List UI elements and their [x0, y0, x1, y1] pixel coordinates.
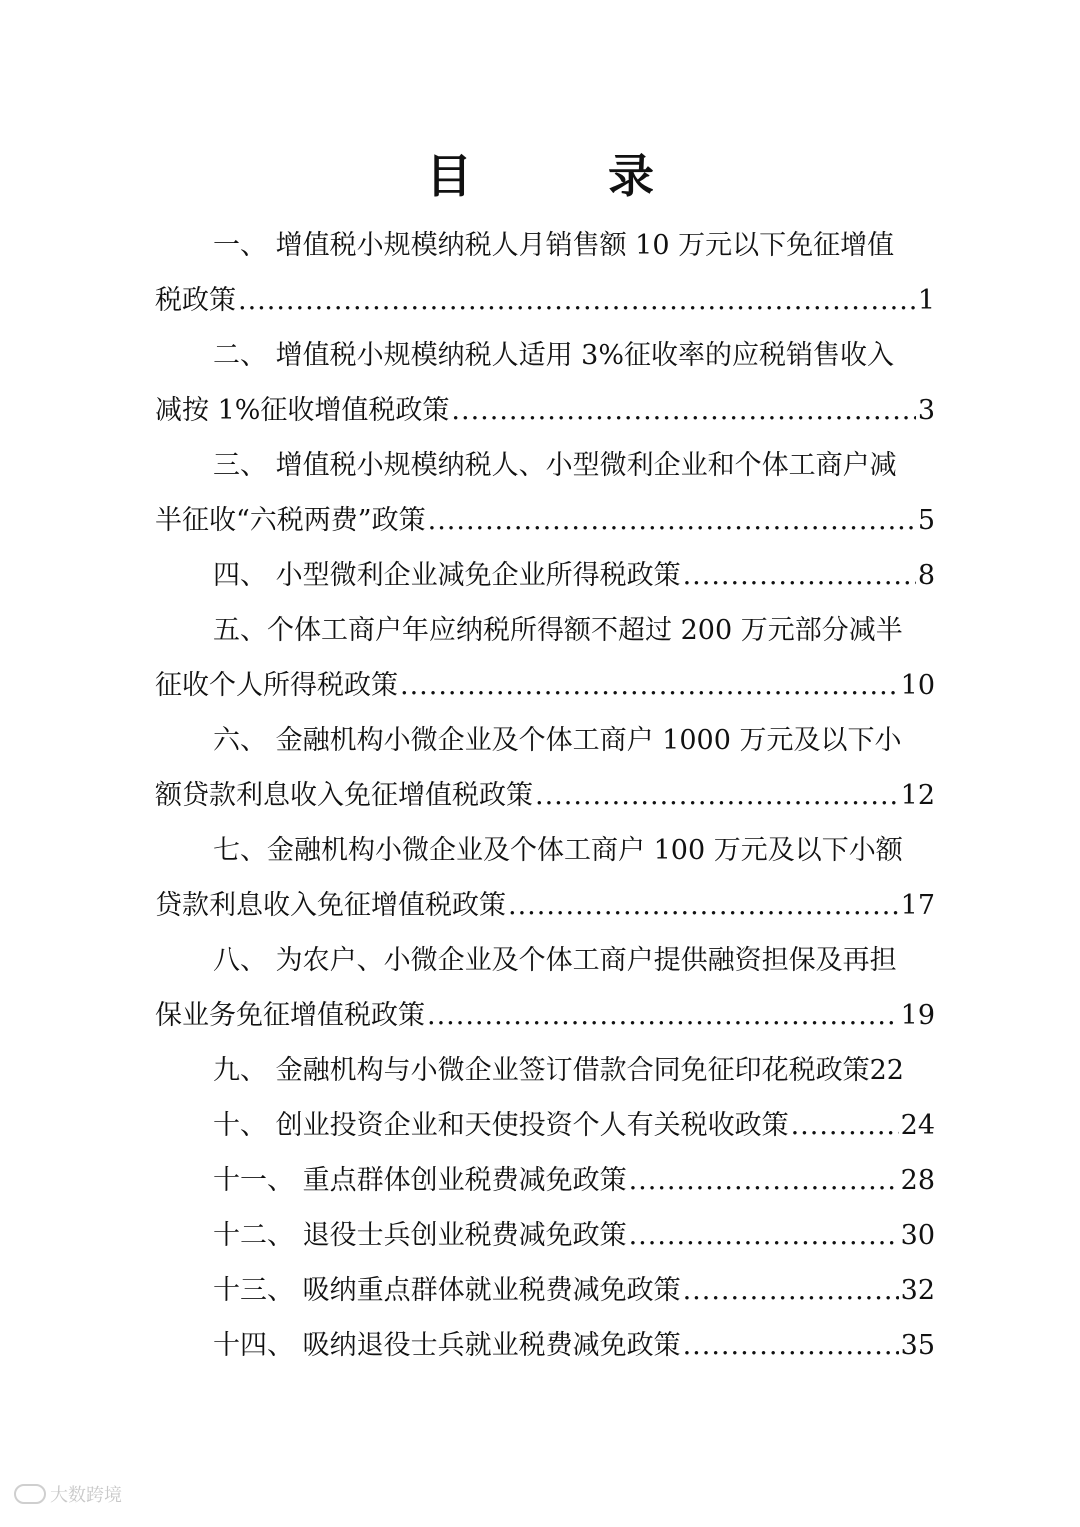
toc-entry-text-cont: 贷款利息收入免征增值税政策: [155, 890, 506, 921]
toc-entry-12[interactable]: [155, 1208, 935, 1263]
toc-entry-3[interactable]: [155, 438, 935, 548]
toc-entry-6[interactable]: [155, 713, 935, 823]
page-number: 8: [917, 560, 935, 591]
toc-entry-text: 十、 创业投资企业和天使投资个人有关税收政策: [213, 1110, 789, 1141]
leader-dots: [238, 273, 916, 328]
page-number: 5: [917, 505, 935, 536]
toc-entry-text-cont: 半征收“六税两费”政策: [155, 505, 426, 536]
leader-dots: [451, 383, 915, 438]
toc-entry-5[interactable]: [155, 603, 935, 713]
toc-entry-10[interactable]: [155, 1098, 935, 1153]
toc-entry-8[interactable]: [155, 933, 935, 1043]
page-number: 17: [900, 890, 935, 921]
leader-dots: [535, 768, 899, 823]
toc-entry-text: 十二、 退役士兵创业税费减免政策: [213, 1220, 627, 1251]
toc-entry-text: 七、金融机构小微企业及个体工商户 100 万元及以下小额: [213, 835, 903, 866]
toc-entry-text: 八、 为农户、小微企业及个体工商户提供融资担保及再担: [213, 945, 897, 976]
leader-dots: [629, 1153, 899, 1208]
leader-dots: [400, 658, 899, 713]
page-number: 1: [917, 285, 935, 316]
table-of-contents: [155, 218, 935, 1373]
leader-dots: [629, 1208, 899, 1263]
watermark: [14, 1481, 122, 1507]
page-number: 22: [869, 1055, 904, 1086]
toc-entry-text: 九、 金融机构与小微企业签订借款合同免征印花税政策: [213, 1055, 870, 1086]
leader-dots: [428, 493, 916, 548]
toc-entry-text-cont: 保业务免征增值税政策: [155, 1000, 425, 1031]
leader-dots: [683, 1318, 899, 1373]
toc-entry-text: 四、 小型微利企业减免企业所得税政策: [213, 560, 681, 591]
page-number: 30: [900, 1220, 935, 1251]
toc-entry-9[interactable]: [155, 1043, 935, 1098]
toc-entry-text: 六、 金融机构小微企业及个体工商户 1000 万元及以下小: [213, 725, 902, 756]
toc-entry-7[interactable]: [155, 823, 935, 933]
page-number: 35: [900, 1330, 935, 1361]
toc-entry-text-cont: 减按 1%征收增值税政策: [155, 395, 450, 426]
watermark-text: 大数跨境: [50, 1485, 122, 1506]
leader-dots: [683, 1263, 899, 1318]
page-number: 28: [900, 1165, 935, 1196]
toc-entry-text: 五、个体工商户年应纳税所得额不超过 200 万元部分减半: [213, 615, 903, 646]
weibo-logo-icon: [14, 1484, 46, 1504]
leader-dots: [683, 548, 916, 603]
page-number: 10: [900, 670, 935, 701]
toc-entry-13[interactable]: [155, 1263, 935, 1318]
toc-entry-text: 十一、 重点群体创业税费减免政策: [213, 1165, 627, 1196]
toc-entry-text: 十四、 吸纳退役士兵就业税费减免政策: [213, 1330, 681, 1361]
page-number: 12: [900, 780, 935, 811]
toc-entry-text-cont: 额贷款利息收入免征增值税政策: [155, 780, 533, 811]
toc-entry-2[interactable]: [155, 328, 935, 438]
page-title: 目 录: [425, 149, 714, 203]
page-number: 19: [900, 1000, 935, 1031]
toc-entry-text-cont: 税政策: [155, 285, 236, 316]
leader-dots: [508, 878, 899, 933]
leader-dots: [791, 1098, 899, 1153]
toc-entry-14[interactable]: [155, 1318, 935, 1373]
leader-dots: [427, 988, 899, 1043]
toc-entry-text-cont: 征收个人所得税政策: [155, 670, 398, 701]
page-number: 32: [900, 1275, 935, 1306]
toc-entry-1[interactable]: [155, 218, 935, 328]
toc-entry-4[interactable]: [155, 548, 935, 603]
toc-entry-text: 三、 增值税小规模纳税人、小型微利企业和个体工商户减: [213, 450, 897, 481]
toc-entry-text: 二、 增值税小规模纳税人适用 3%征收率的应税销售收入: [213, 340, 894, 371]
page-number: 3: [917, 395, 935, 426]
toc-entry-11[interactable]: [155, 1153, 935, 1208]
page-number: 24: [900, 1110, 935, 1141]
toc-entry-text: 十三、 吸纳重点群体就业税费减免政策: [213, 1275, 681, 1306]
toc-entry-text: 一、 增值税小规模纳税人月销售额 10 万元以下免征增值: [213, 230, 895, 261]
